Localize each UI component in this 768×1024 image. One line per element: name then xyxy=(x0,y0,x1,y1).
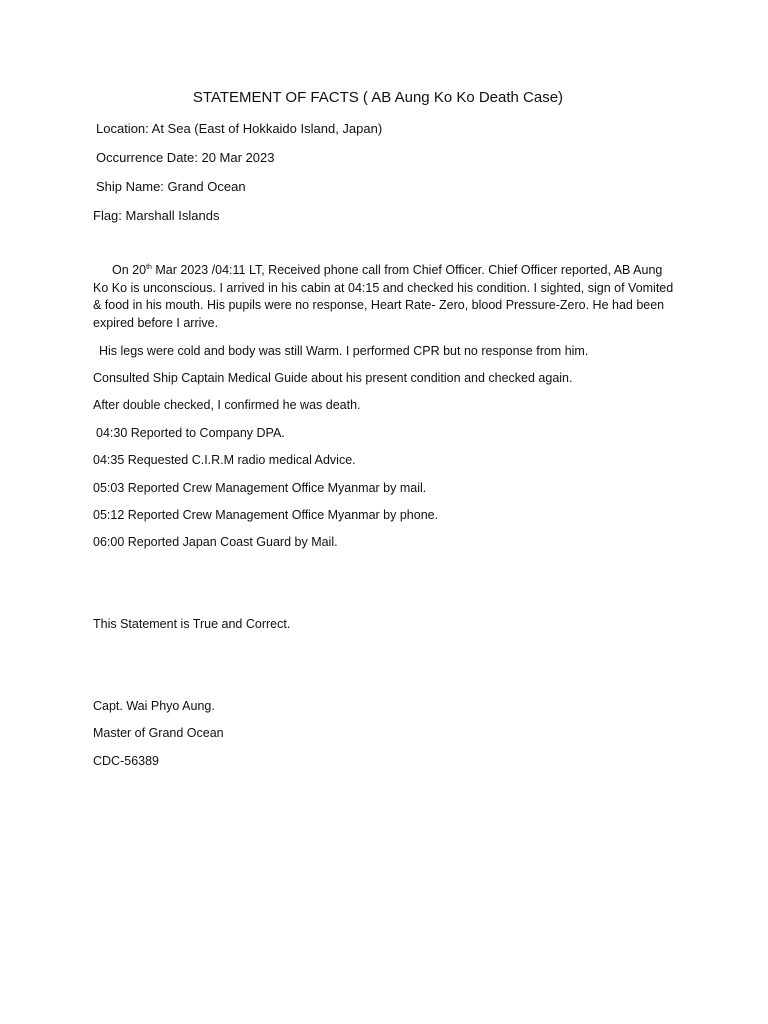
flag-field: Flag: Marshall Islands xyxy=(93,208,220,223)
declaration: This Statement is True and Correct. xyxy=(93,617,291,631)
ship-name-field: Ship Name: Grand Ocean xyxy=(96,179,246,194)
statement-line: After double checked, I confirmed he was death. xyxy=(93,398,361,412)
signatory-name: Capt. Wai Phyo Aung. xyxy=(93,699,215,713)
narrative-day-suffix: th xyxy=(146,264,152,271)
timeline-entry: 04:35 Requested C.I.R.M radio medical Advice. xyxy=(93,453,356,467)
statement-line: Consulted Ship Captain Medical Guide about his present condition and checked again. xyxy=(93,371,573,385)
narrative-day: On 20 xyxy=(112,263,147,277)
signatory-position: Master of Grand Ocean xyxy=(93,726,224,740)
signatory-cdc: CDC-56389 xyxy=(93,754,160,768)
timeline-entry: 05:12 Reported Crew Management Office Myanmar by phone. xyxy=(93,508,439,522)
narrative-paragraph xyxy=(93,262,678,332)
timeline-entry: 04:30 Reported to Company DPA. xyxy=(96,426,285,440)
timeline-entry: 06:00 Reported Japan Coast Guard by Mail. xyxy=(93,535,338,549)
statement-line: His legs were cold and body was still Warm. I performed CPR but no response from him. xyxy=(99,344,589,358)
occurrence-date-field: Occurrence Date: 20 Mar 2023 xyxy=(96,150,275,165)
timeline-entry: 05:03 Reported Crew Management Office Myanmar by mail. xyxy=(93,481,427,495)
document-title: STATEMENT OF FACTS ( AB Aung Ko Ko Death Case) xyxy=(192,89,564,106)
location-field: Location: At Sea (East of Hokkaido Island, Japan) xyxy=(96,121,383,136)
narrative-text: Mar 2023 /04:11 LT, Received phone call from Chief Officer. Chief Officer reported, AB Aung Ko Ko is unconscious. I arrived in his cabin at 04:15 and checked his condition. I sighted, sign of Vomited & food in his mouth. His pupils were no response, Heart Rate- Zero, blood Pressure-Zero. He had been expired before I arrive. xyxy=(93,263,674,330)
